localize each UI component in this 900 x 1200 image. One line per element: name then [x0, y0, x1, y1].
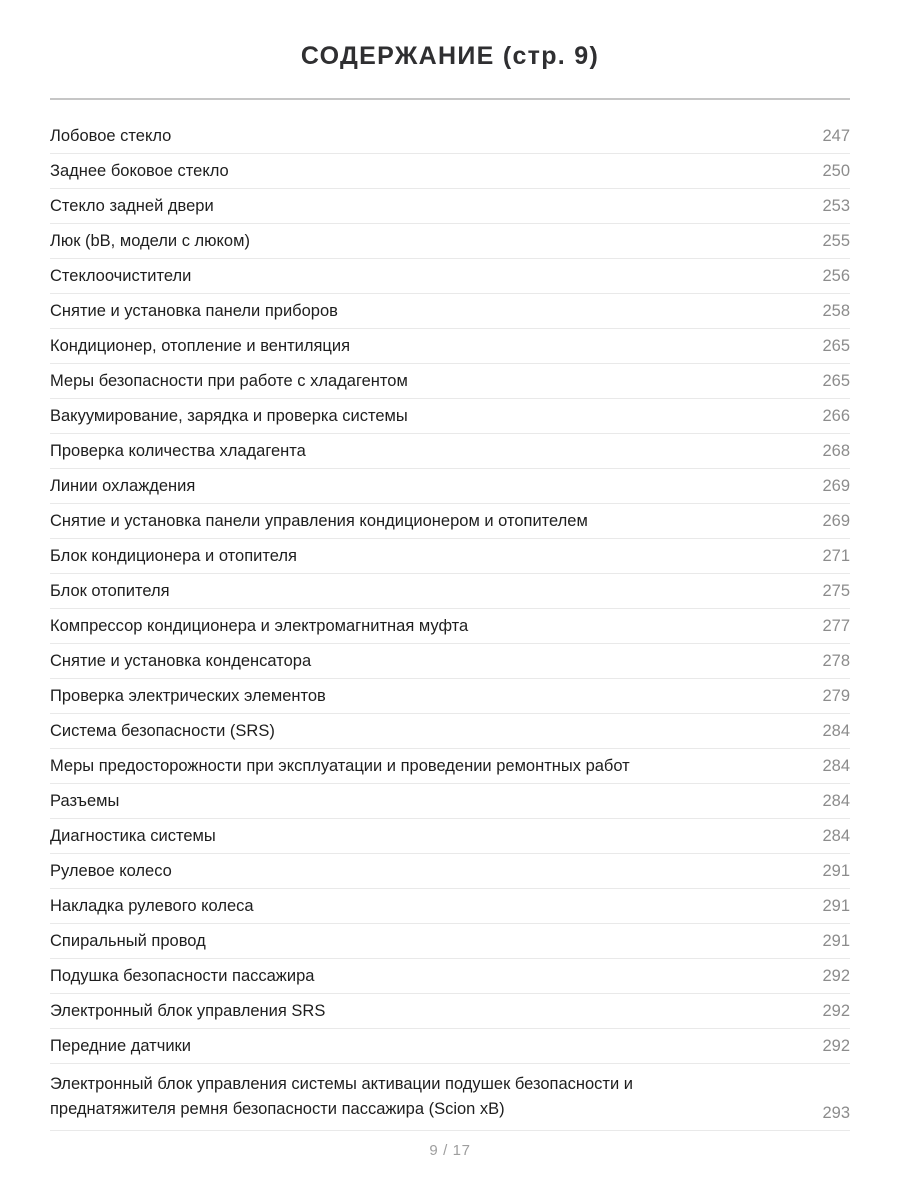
toc-entry-label: Снятие и установка конденсатора: [50, 652, 312, 670]
toc-row: [50, 714, 850, 749]
toc-row: [50, 294, 850, 329]
toc-row: [50, 119, 850, 154]
toc-entry-page-number: 278: [822, 652, 850, 670]
toc-row: [50, 854, 850, 889]
toc-entry-label: Компрессор кондиционера и электромагнитная муфта: [50, 617, 469, 635]
toc-row: [50, 434, 850, 469]
toc-entry-page-number: 265: [822, 337, 850, 355]
toc-entry-page-number: 268: [822, 442, 850, 460]
toc-entry-label: Электронный блок управления SRS: [50, 1002, 326, 1020]
toc-entry-label: Меры предосторожности при эксплуатации и проведении ремонтных работ: [50, 757, 630, 775]
toc-entry-page-number: 292: [822, 967, 850, 985]
toc-entry-page-number: 292: [822, 1002, 850, 1020]
toc-entry-page-number: 275: [822, 582, 850, 600]
toc-entry-page-number: 253: [822, 197, 850, 215]
toc-entry-label: Люк (bB, модели с люком): [50, 232, 250, 250]
toc-entry-page-number: 271: [822, 547, 850, 565]
toc-entry-page-number: 277: [822, 617, 850, 635]
toc-row: [50, 959, 850, 994]
toc-entry-label: Подушка безопасности пассажира: [50, 967, 315, 985]
toc-entry-page-number: 269: [822, 512, 850, 530]
toc-entry-label: Вакуумирование, зарядка и проверка системы: [50, 407, 408, 425]
toc-entry-page-number: 256: [822, 267, 850, 285]
toc-row: [50, 924, 850, 959]
toc-entry-label: Кондиционер, отопление и вентиляция: [50, 337, 351, 355]
toc-row: [50, 784, 850, 819]
toc-row: [50, 189, 850, 224]
toc-row: [50, 679, 850, 714]
toc-row: [50, 1029, 850, 1064]
toc-row: [50, 154, 850, 189]
toc-row: [50, 644, 850, 679]
toc-entry-page-number: 284: [822, 827, 850, 845]
toc-entry-page-number: 284: [822, 792, 850, 810]
page-indicator: 9 / 17: [429, 1142, 471, 1159]
toc-entry-label: Стекло задней двери: [50, 197, 214, 215]
toc-entry-label: Накладка рулевого колеса: [50, 897, 254, 915]
toc-entry-label: Заднее боковое стекло: [50, 162, 229, 180]
toc-entry-label: Передние датчики: [50, 1037, 191, 1055]
toc-entry-page-number: 291: [822, 862, 850, 880]
toc-entry-page-number: 284: [822, 757, 850, 775]
toc-entry-page-number: 266: [822, 407, 850, 425]
toc-row: [50, 399, 850, 434]
toc-entry-label: Линии охлаждения: [50, 477, 196, 495]
toc-row: [50, 259, 850, 294]
toc-row: [50, 1064, 850, 1131]
toc-entry-label: Система безопасности (SRS): [50, 722, 275, 740]
toc-entry-page-number: 284: [822, 722, 850, 740]
toc-entry-label: Спиральный провод: [50, 932, 206, 950]
toc-entry-label: Рулевое колесо: [50, 862, 172, 880]
toc-row: [50, 469, 850, 504]
toc-entry-label: Блок отопителя: [50, 582, 170, 600]
toc-row: [50, 539, 850, 574]
toc-entry-page-number: 250: [822, 162, 850, 180]
toc-entry-page-number: 269: [822, 477, 850, 495]
toc-row: [50, 819, 850, 854]
toc-row: [50, 609, 850, 644]
toc-row: [50, 749, 850, 784]
toc-entry-page-number: 255: [822, 232, 850, 250]
toc-entry-label: Электронный блок управления системы активации подушек безопасности и преднатяжителя ремня безопасности пассажира (Scion xB): [50, 1075, 633, 1118]
toc-entry-page-number: 265: [822, 372, 850, 390]
toc-entry-label: Диагностика системы: [50, 827, 216, 845]
toc-row: [50, 224, 850, 259]
toc-row: [50, 994, 850, 1029]
toc-entry-label: Блок кондиционера и отопителя: [50, 547, 297, 565]
toc-row: [50, 889, 850, 924]
toc-entry-page-number: 247: [822, 127, 850, 145]
toc-entry-page-number: 291: [822, 932, 850, 950]
toc-list: [50, 100, 850, 1131]
page-title: СОДЕРЖАНИЕ (стр. 9): [300, 42, 600, 70]
toc-entry-label: Проверка количества хладагента: [50, 442, 306, 460]
toc-entry-label: Снятие и установка панели управления кондиционером и отопителем: [50, 512, 588, 530]
toc-entry-page-number: 292: [822, 1037, 850, 1055]
toc-entry-label: Проверка электрических элементов: [50, 687, 326, 705]
toc-entry-page-number: 279: [822, 687, 850, 705]
toc-entry-label: Разъемы: [50, 792, 120, 810]
toc-entry-label: Лобовое стекло: [50, 127, 172, 145]
toc-row: [50, 504, 850, 539]
toc-entry-label: Стеклоочистители: [50, 267, 192, 285]
toc-entry-label: Меры безопасности при работе с хладагентом: [50, 372, 408, 390]
toc-row: [50, 329, 850, 364]
toc-entry-page-number: 293: [822, 1104, 850, 1122]
toc-row: [50, 364, 850, 399]
toc-row: [50, 574, 850, 609]
toc-entry-page-number: 258: [822, 302, 850, 320]
toc-entry-page-number: 291: [822, 897, 850, 915]
toc-entry-label: Снятие и установка панели приборов: [50, 302, 338, 320]
